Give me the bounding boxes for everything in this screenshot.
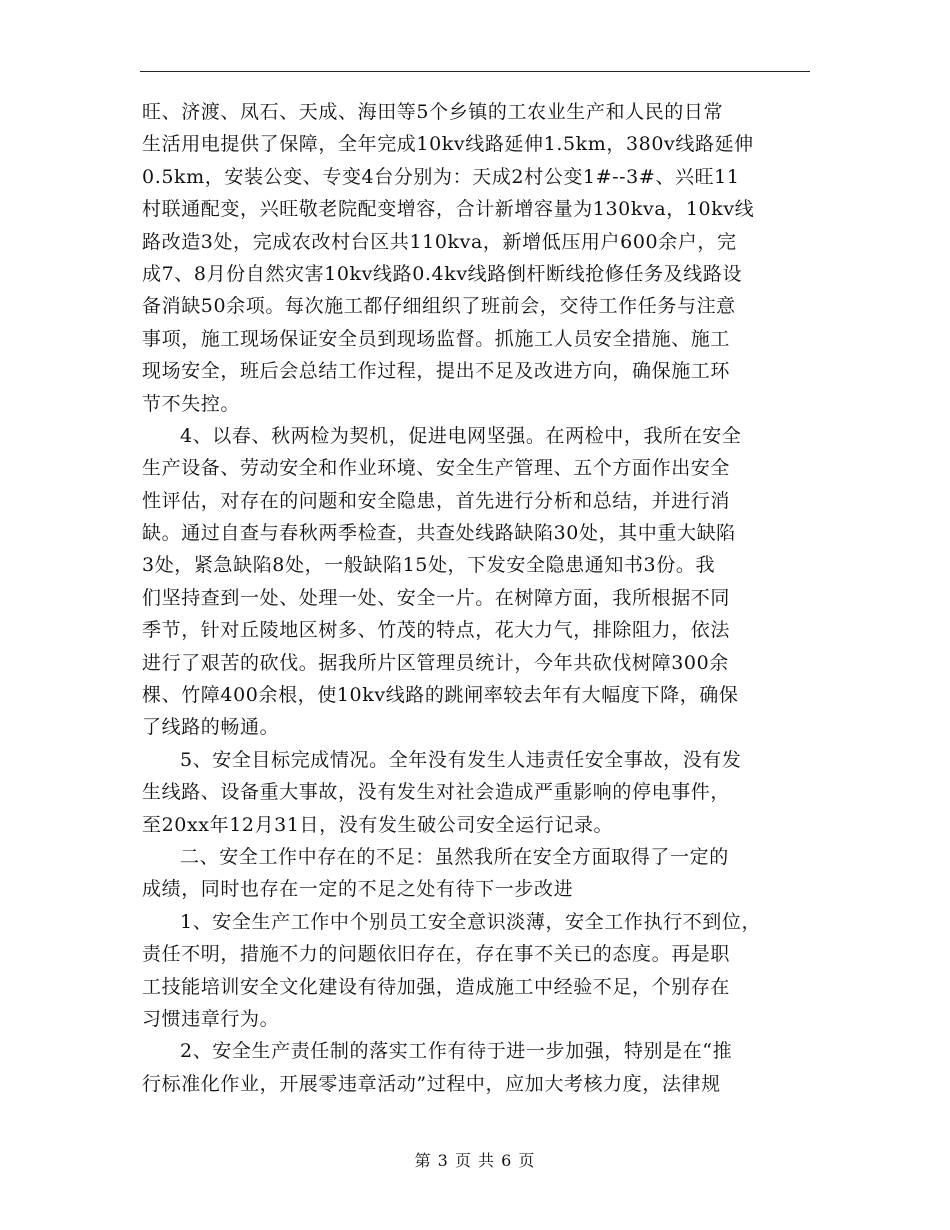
text-line: 季节，针对丘陵地区树多、竹茂的特点，花大力气，排除阻力，依法 bbox=[142, 619, 731, 642]
text-line: 生线路、设备重大事故，没有发生对社会造成严重影响的停电事件， bbox=[142, 781, 731, 804]
text-line: 行标准化作业，开展零违章活动”过程中，应加大考核力度，法律规 bbox=[142, 1072, 721, 1095]
text-line: 二、安全工作中存在的不足：虽然我所在安全方面取得了一定的 bbox=[180, 845, 729, 868]
text-line: 生活用电提供了保障，全年完成10kv线路延伸1.5km，380v线路延伸 bbox=[142, 133, 754, 156]
text-line: 工技能培训安全文化建设有待加强，造成施工中经验不足，个别存在 bbox=[142, 975, 731, 998]
text-line: 旺、济渡、凤石、天成、海田等5个乡镇的工农业生产和人民的日常 bbox=[142, 101, 724, 123]
text-line: 村联通配变，兴旺敬老院配变增容，合计新增容量为130kva，10kv线 bbox=[142, 198, 755, 221]
text-line: 棵、竹障400余根，使10kv线路的跳闸率较去年有大幅度下降，确保 bbox=[142, 684, 739, 707]
text-line: 3处，紧急缺陷8处，一般缺陷15处，下发安全隐患通知书3份。我 bbox=[142, 554, 716, 577]
text-line: 责任不明，措施不力的问题依旧存在，存在事不关已的态度。再是职 bbox=[142, 943, 731, 966]
text-line: 现场安全，班后会总结工作过程，提出不足及改进方向，确保施工环 bbox=[142, 360, 731, 383]
text-line: 0.5km，安装公变、专变4台分别为：天成2村公变1#--3#、兴旺11 bbox=[142, 165, 740, 188]
body-text bbox=[142, 96, 810, 1100]
text-line: 备消缺50余项。每次施工都仔细组织了班前会，交待工作任务与注意 bbox=[142, 295, 736, 318]
text-line: 1、安全生产工作中个别员工安全意识淡薄，安全工作执行不到位， bbox=[180, 910, 762, 933]
text-line: 性评估，对存在的问题和安全隐患，首先进行分析和总结，并进行消 bbox=[142, 489, 731, 512]
text-line: 了线路的畅通。 bbox=[142, 716, 280, 739]
text-line: 缺。通过自查与春秋两季检查，共查处线路缺陷30处，其中重大缺陷 bbox=[142, 522, 736, 545]
text-line: 们坚持查到一处、处理一处、安全一片。在树障方面，我所根据不同 bbox=[142, 586, 731, 609]
text-line: 节不失控。 bbox=[142, 392, 241, 415]
text-line: 5、安全目标完成情况。全年没有发生人违责任安全事故，没有发 bbox=[180, 748, 742, 771]
text-line: 生产设备、劳动安全和作业环境、安全生产管理、五个方面作出安全 bbox=[142, 457, 731, 480]
text-line: 4、以春、秋两检为契机，促进电网坚强。在两检中，我所在安全 bbox=[180, 424, 742, 447]
page-footer: 第 3 页 共 6 页 bbox=[414, 1151, 536, 1170]
header-rule bbox=[140, 71, 810, 72]
text-line: 成7、8月份自然灾害10kv线路0.4kv线路倒杆断线抢修任务及线路设 bbox=[142, 262, 743, 285]
text-line: 成绩，同时也存在一定的不足之处有待下一步改进 bbox=[142, 878, 574, 901]
text-line: 至20xx年12月31日，没有发生破公司安全运行记录。 bbox=[142, 813, 614, 836]
text-line: 习惯违章行为。 bbox=[142, 1007, 280, 1030]
text-line: 路改造3处，完成农改村台区共110kva，新增低压用户600余户，完 bbox=[142, 230, 737, 253]
text-line: 事项，施工现场保证安全员到现场监督。抓施工人员安全措施、施工 bbox=[142, 327, 731, 350]
text-line: 2、安全生产责任制的落实工作有待于进一步加强，特别是在“推 bbox=[180, 1040, 733, 1063]
text-line: 进行了艰苦的砍伐。据我所片区管理员统计，今年共砍伐树障300余 bbox=[142, 651, 729, 674]
